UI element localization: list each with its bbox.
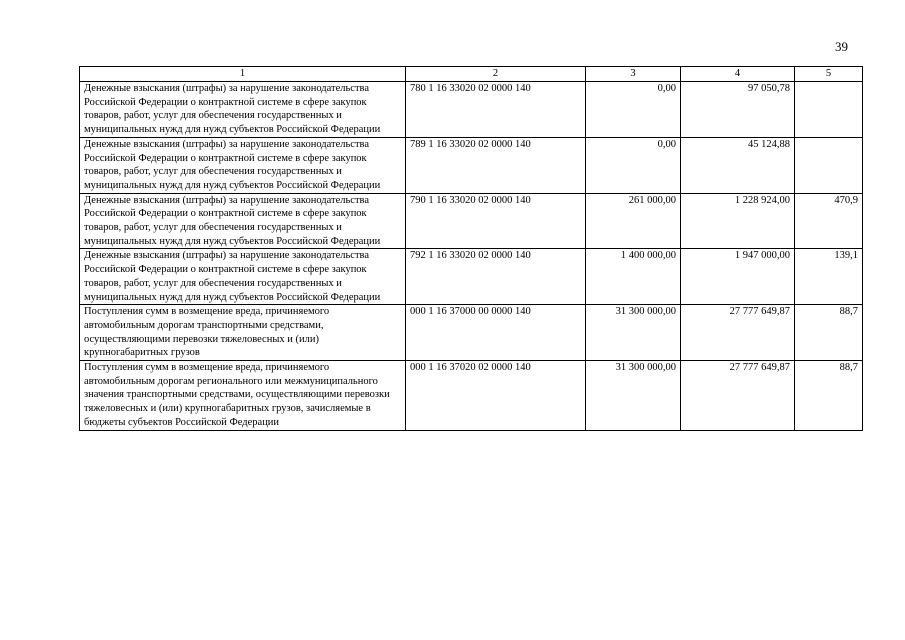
row-col5: [795, 82, 863, 138]
row-col4: 27 777 649,87: [681, 305, 795, 361]
row-col4: 97 050,78: [681, 82, 795, 138]
budget-table: [79, 66, 863, 431]
row-code: 000 1 16 37020 02 0000 140: [406, 361, 586, 431]
row-name: Денежные взыскания (штрафы) за нарушение законодательства Российской Федерации о контрактной системе в сфере закупок товаров, работ, услуг для обеспечения государственных и муниципальных нужд для нужд субъектов Российской Федерации: [80, 193, 406, 249]
header-col-3: 3: [586, 67, 681, 82]
row-code: 000 1 16 37000 00 0000 140: [406, 305, 586, 361]
row-name: Поступления сумм в возмещение вреда, причиняемого автомобильным дорогам транспортными средствами, осуществляющими перевозки тяжеловесных и (или) крупногабаритных грузов: [80, 305, 406, 361]
header-col-4: 4: [681, 67, 795, 82]
row-col4: 27 777 649,87: [681, 361, 795, 431]
row-code: 790 1 16 33020 02 0000 140: [406, 193, 586, 249]
row-code: 780 1 16 33020 02 0000 140: [406, 82, 586, 138]
table-row: [80, 137, 863, 193]
row-col3: 31 300 000,00: [586, 305, 681, 361]
row-name: Денежные взыскания (штрафы) за нарушение законодательства Российской Федерации о контрактной системе в сфере закупок товаров, работ, услуг для обеспечения государственных и муниципальных нужд для нужд субъектов Российской Федерации: [80, 137, 406, 193]
table-header-row: [80, 67, 863, 82]
header-col-5: 5: [795, 67, 863, 82]
page-number: 39: [835, 39, 848, 54]
row-col4: 1 228 924,00: [681, 193, 795, 249]
row-code: 792 1 16 33020 02 0000 140: [406, 249, 586, 305]
row-col5: 139,1: [795, 249, 863, 305]
row-code: 789 1 16 33020 02 0000 140: [406, 137, 586, 193]
table-row: [80, 82, 863, 138]
row-name: Денежные взыскания (штрафы) за нарушение законодательства Российской Федерации о контрактной системе в сфере закупок товаров, работ, услуг для обеспечения государственных и муниципальных нужд для нужд субъектов Российской Федерации: [80, 82, 406, 138]
table-row: [80, 193, 863, 249]
row-col3: 31 300 000,00: [586, 361, 681, 431]
row-col4: 45 124,88: [681, 137, 795, 193]
row-name: Поступления сумм в возмещение вреда, причиняемого автомобильным дорогам регионального или межмуниципального значения транспортными средствами, осуществляющими перевозки тяжеловесных и (или) крупногабаритных грузов, зачисляемые в бюджеты субъектов Российской Федерации: [80, 361, 406, 431]
row-col3: 261 000,00: [586, 193, 681, 249]
row-col5: 470,9: [795, 193, 863, 249]
table-row: [80, 305, 863, 361]
row-col3: 0,00: [586, 82, 681, 138]
header-col-1: 1: [80, 67, 406, 82]
row-col5: 88,7: [795, 305, 863, 361]
row-col3: 1 400 000,00: [586, 249, 681, 305]
header-col-2: 2: [406, 67, 586, 82]
row-col3: 0,00: [586, 137, 681, 193]
table-row: [80, 249, 863, 305]
row-col4: 1 947 000,00: [681, 249, 795, 305]
table-row: [80, 361, 863, 431]
row-col5: 88,7: [795, 361, 863, 431]
row-name: Денежные взыскания (штрафы) за нарушение законодательства Российской Федерации о контрактной системе в сфере закупок товаров, работ, услуг для обеспечения государственных и муниципальных нужд для нужд субъектов Российской Федерации: [80, 249, 406, 305]
row-col5: [795, 137, 863, 193]
